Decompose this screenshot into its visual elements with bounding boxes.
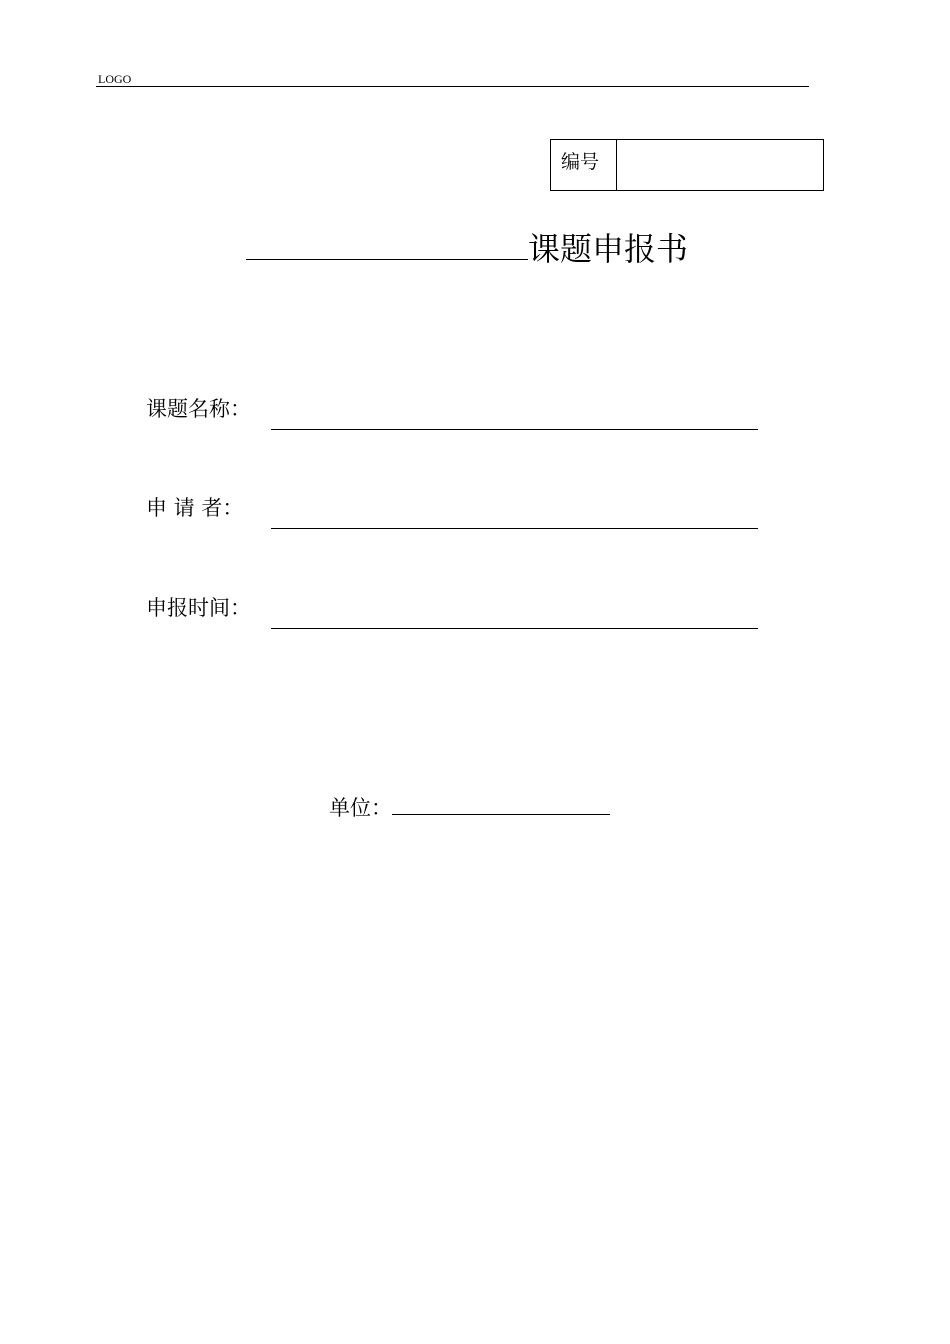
document-title xyxy=(246,228,688,270)
unit-field[interactable] xyxy=(392,792,610,815)
applicant-label-text: 申 请 者： xyxy=(146,496,244,520)
document-title-text: 课题申报书 xyxy=(528,230,689,268)
topic-name-field[interactable] xyxy=(271,429,758,430)
serial-number-label: 编号 xyxy=(551,140,617,190)
title-blank-line[interactable] xyxy=(246,229,528,260)
unit-row xyxy=(329,792,610,822)
unit-label: 单位： xyxy=(329,796,392,820)
topic-name-label: 课题名称： xyxy=(146,397,251,421)
applicant-field[interactable] xyxy=(271,528,758,529)
header-logo-text: LOGO xyxy=(98,72,132,86)
header-divider xyxy=(96,86,809,87)
submission-date-label: 申报时间： xyxy=(146,596,251,620)
serial-number-box xyxy=(550,139,824,191)
applicant-label xyxy=(146,494,243,522)
serial-number-field[interactable] xyxy=(617,140,823,190)
submission-date-field[interactable] xyxy=(271,628,758,629)
